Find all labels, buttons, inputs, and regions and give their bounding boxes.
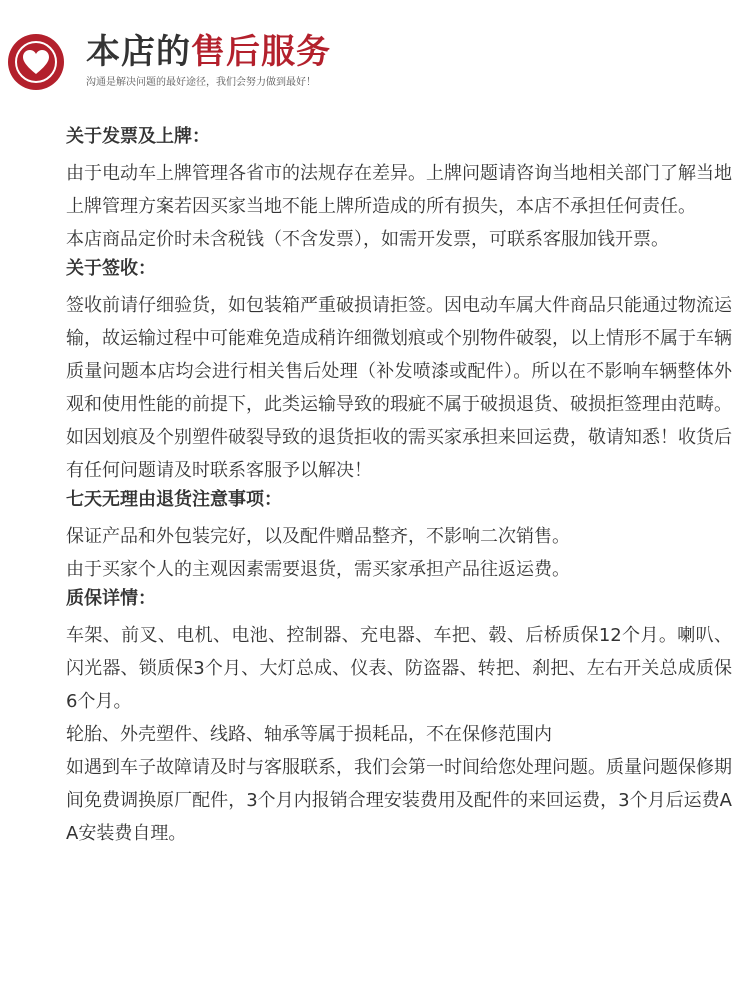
section-invoice <box>66 124 732 256</box>
heart-badge <box>8 34 64 90</box>
section-paragraph: 如遇到车子故障请及时与客服联系，我们会第一时间给您处理问题。质量问题保修期间免费调换原厂配件，3个月内报销合理安装费用及配件的来回运费，3个月后运费AA安装费自理。 <box>66 757 732 844</box>
title-red: 售后服务 <box>191 32 331 72</box>
section-paragraph: 轮胎、外壳塑件、线路、轴承等属于损耗品，不在保修范围内 <box>66 724 552 745</box>
section-seven-day-return <box>66 487 732 586</box>
section-heading: 关于发票及上牌： <box>66 126 210 147</box>
section-paragraph: 签收前请仔细验货，如包装箱严重破损请拒签。因电动车属大件商品只能通过物流运输，故运输过程中可能难免造成稍许细微划痕或个别物件破裂，以上情形不属于车辆质量问题本店均会进行相关售后处理（补发喷漆或配件）。所以在不影响车辆整体外观和使用性能的前提下，此类运输导致的瑕疵不属于破损退货、破损拒签理由范畴。如因划痕及个别塑件破裂导致的退货拒收的需买家承担来回运费，敬请知悉！收货后有任何问题请及时联系客服予以解决！ <box>66 295 732 481</box>
section-heading: 质保详情： <box>66 588 156 609</box>
section-paragraph: 由于买家个人的主观因素需要退货，需买家承担产品往返运费。 <box>66 559 570 580</box>
policy-content <box>66 124 732 850</box>
title-dark: 本店的 <box>86 32 191 72</box>
section-heading: 关于签收： <box>66 258 156 279</box>
section-heading: 七天无理由退货注意事项： <box>66 489 282 510</box>
heart-icon <box>8 34 64 90</box>
section-paragraph: 保证产品和外包装完好，以及配件赠品整齐，不影响二次销售。 <box>66 526 570 547</box>
section-paragraph: 本店商品定价时未含税钱（不含发票），如需开发票，可联系客服加钱开票。 <box>66 229 669 250</box>
page-title <box>86 32 331 72</box>
page-subtitle: 沟通是解决问题的最好途径，我们会努力做到最好！ <box>86 77 316 88</box>
section-warranty <box>66 586 732 850</box>
page-header <box>0 0 750 110</box>
section-paragraph: 车架、前叉、电机、电池、控制器、充电器、车把、毂、后桥质保12个月。喇叭、闪光器、锁质保3个月、大灯总成、仪表、防盗器、转把、刹把、左右开关总成质保6个月。 <box>66 625 732 712</box>
section-paragraph: 由于电动车上牌管理各省市的法规存在差异。上牌问题请咨询当地相关部门了解当地上牌管理方案若因买家当地不能上牌所造成的所有损失，本店不承担任何责任。 <box>66 163 732 217</box>
section-receipt <box>66 256 732 487</box>
